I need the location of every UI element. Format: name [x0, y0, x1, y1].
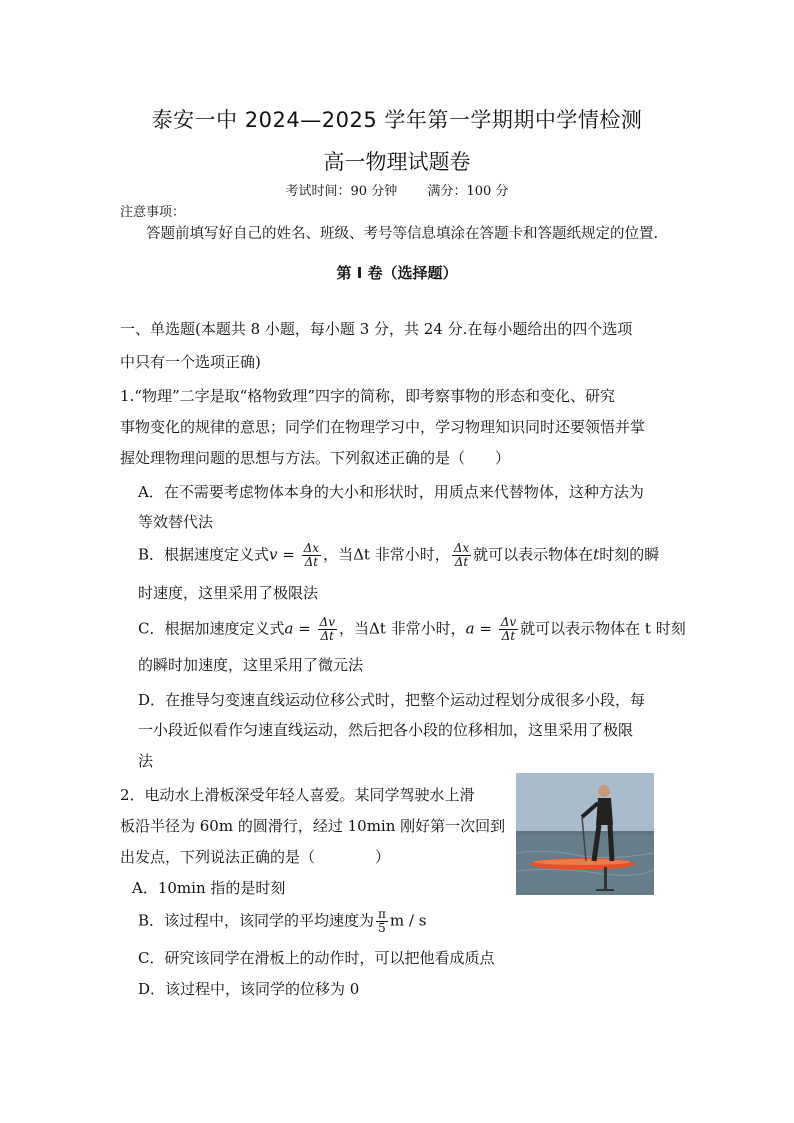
- q1-line3: 握处理物理问题的思想与方法。下列叙述正确的是（ ）: [120, 449, 511, 467]
- section-title: 第 I 卷（选择题）: [336, 264, 458, 282]
- part1-line1: 一、单选题(本题共 8 小题，每小题 3 分，共 24 分.在每小题给出的四个选项: [120, 320, 633, 338]
- q2-line1: 2．电动水上滑板深受年轻人喜爱。某同学驾驶水上滑: [120, 786, 475, 804]
- q1-option-b-line1: B．根据速度定义式v = $\frac{\Delta x}{\Delta t}$ ，当Δt 非常小时， $\frac{\Delta x}{\Delta t}$ 就可以表示物体在t时刻的瞬: [138, 541, 660, 569]
- q1-option-d-line2: 一小段近似看作匀速直线运动，然后把各小段的位移相加，这里采用了极限: [138, 721, 634, 739]
- notice-text: 答题前填写好自己的姓名、班级、考号等信息填涂在答题卡和答题纸规定的位置.: [146, 226, 659, 242]
- fraction-pi-5: $\frac{\pi}{5}$: [378, 907, 386, 935]
- q2-option-a: A．10min 指的是时刻: [132, 879, 286, 897]
- full-score: 满分：100 分: [427, 184, 509, 199]
- fraction-dv-dt: $\frac{\Delta v}{\Delta t}$: [319, 615, 335, 643]
- q1-option-a-line1: A．在不需要考虑物体本身的大小和形状时，用质点来代替物体，这种方法为: [138, 483, 644, 501]
- q1-option-d-line1: D．在推导匀变速直线运动位移公式时，把整个运动过程划分成很多小段，每: [138, 691, 646, 709]
- hydrofoil-surfer-illustration: [516, 773, 654, 895]
- exam-title: 泰安一中 2024—2025 学年第一学期期中学情检测: [151, 108, 643, 132]
- q2-line2: 板沿半径为 60m 的圆滑行，经过 10min 刚好第一次回到: [120, 817, 506, 835]
- exam-subtitle: 高一物理试题卷: [323, 150, 471, 174]
- q1-option-d-line3: 法: [138, 752, 154, 770]
- q2-option-c: C．研究该同学在滑板上的动作时，可以把他看成质点: [138, 949, 495, 967]
- exam-time: 考试时间：90 分钟: [285, 184, 398, 199]
- part1-line2: 中只有一个选项正确): [120, 353, 261, 371]
- exam-meta: [0, 180, 794, 199]
- q1-line2: 事物变化的规律的意思；同学们在物理学习中，学习物理知识同时还要领悟并掌: [120, 418, 646, 436]
- q2-line3: 出发点，下列说法正确的是（ ）: [120, 848, 391, 866]
- q2-option-d: D．该过程中，该同学的位移为 0: [138, 980, 360, 998]
- q1-line1: 1.“物理”二字是取“格物致理”四字的简称，即考察事物的形态和变化、研究: [120, 387, 615, 405]
- notice-label: 注意事项：: [120, 205, 186, 220]
- q1-option-c-line2: 的瞬时加速度，这里采用了微元法: [138, 656, 364, 674]
- q1-option-b-line2: 时速度，这里采用了极限法: [138, 584, 319, 602]
- fraction-dx-dt: $\frac{\Delta x}{\Delta t}$: [303, 541, 320, 569]
- hydrofoil-surfer-photo: [516, 773, 654, 895]
- q1-option-a-line2: 等效替代法: [138, 513, 214, 531]
- q1-option-c-line1: C．根据加速度定义式a = $\frac{\Delta v}{\Delta t}$ ，当Δt 非常小时，a = $\frac{\Delta v}{\Delta t}$ 就可以表示物体在 t 时刻: [138, 615, 686, 643]
- q2-option-b: B．该过程中，该同学的平均速度为 $\frac{\pi}{5}$ m / s: [138, 907, 427, 935]
- fraction-dx-dt-2: $\frac{\Delta x}{\Delta t}$: [453, 541, 470, 569]
- fraction-dv-dt-2: $\frac{\Delta v}{\Delta t}$: [500, 615, 517, 643]
